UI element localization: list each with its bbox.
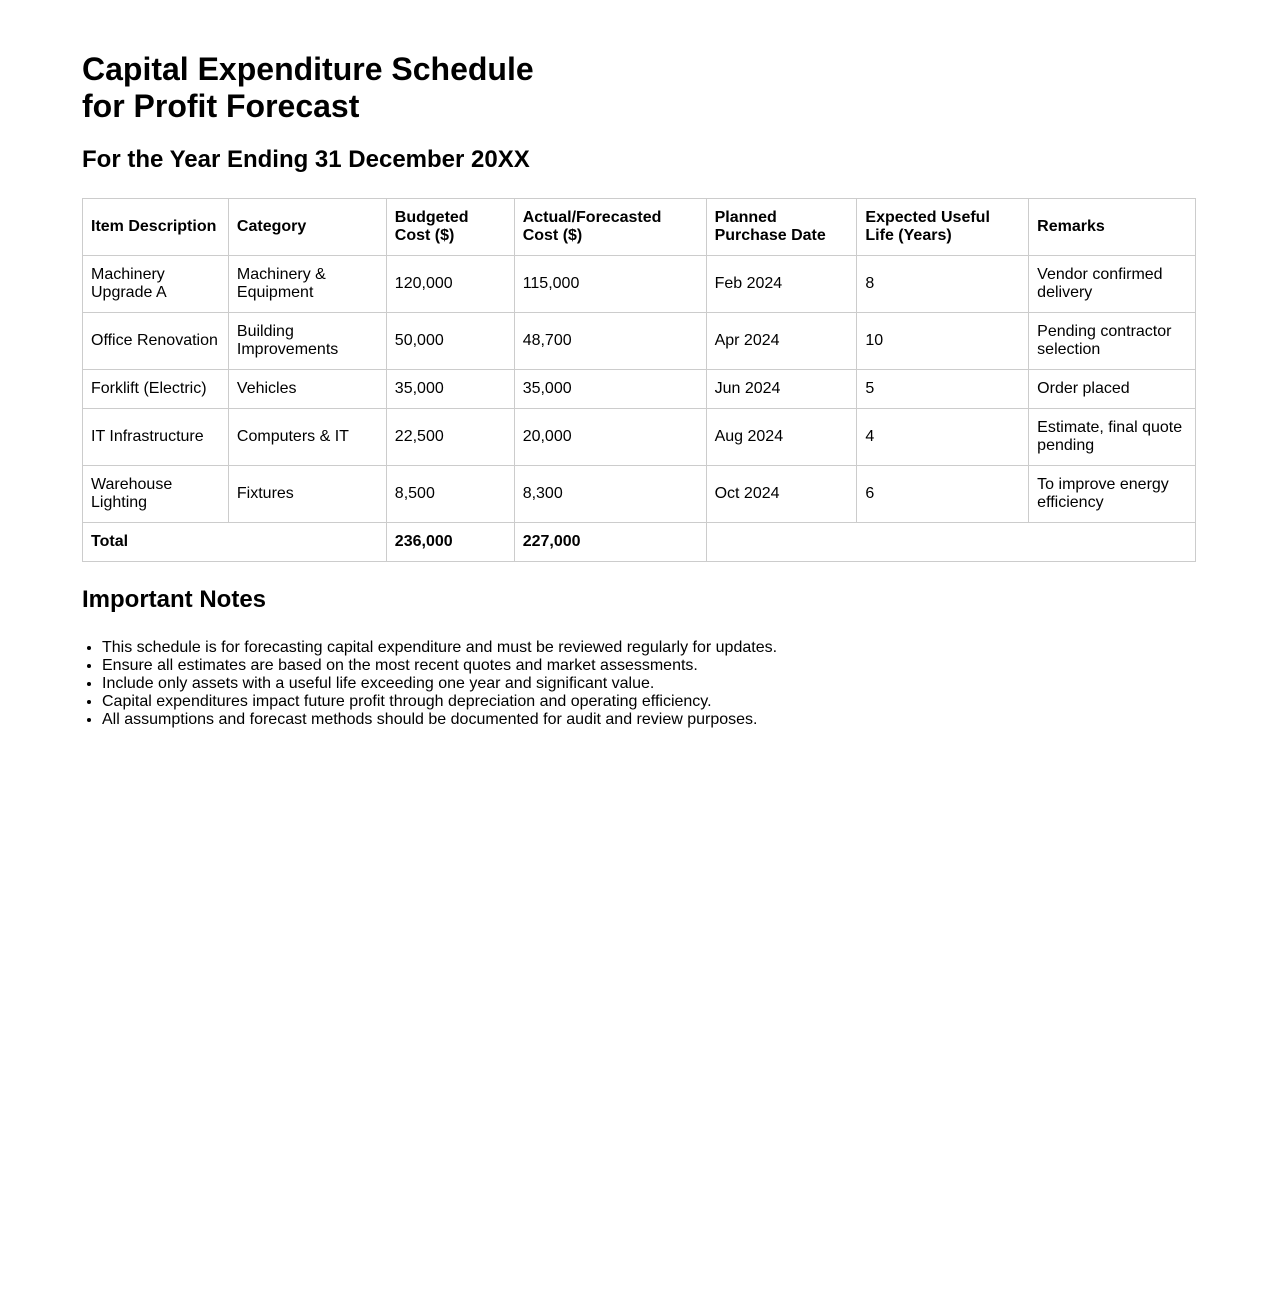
- header-budgeted-cost: Budgeted Cost ($): [386, 199, 514, 256]
- cell-actual-cost: 115,000: [514, 256, 706, 313]
- cell-purchase-date: Jun 2024: [706, 370, 857, 409]
- cell-budgeted-cost: 22,500: [386, 409, 514, 466]
- cell-category: Computers & IT: [228, 409, 386, 466]
- table-row: [83, 313, 1196, 370]
- cell-item-description: Forklift (Electric): [83, 370, 229, 409]
- cell-category: Fixtures: [228, 466, 386, 523]
- list-item: • All assumptions and forecast methods should be documented for audit and review purposes.: [102, 711, 1196, 729]
- list-item: • Ensure all estimates are based on the most recent quotes and market assessments.: [102, 657, 1196, 675]
- cell-item-description: Warehouse Lighting: [83, 466, 229, 523]
- cell-actual-cost: 48,700: [514, 313, 706, 370]
- cell-purchase-date: Oct 2024: [706, 466, 857, 523]
- cell-item-description: Machinery Upgrade A: [83, 256, 229, 313]
- header-useful-life: Expected Useful Life (Years): [857, 199, 1029, 256]
- cell-purchase-date: Feb 2024: [706, 256, 857, 313]
- notes-heading: Important Notes: [82, 586, 267, 613]
- table-row: [83, 409, 1196, 466]
- cell-budgeted-cost: 50,000: [386, 313, 514, 370]
- header-category: Category: [228, 199, 386, 256]
- total-label: Total: [83, 523, 387, 562]
- cell-remarks: To improve energy efficiency: [1029, 466, 1196, 523]
- cell-useful-life: 4: [857, 409, 1029, 466]
- cell-category: Building Improvements: [228, 313, 386, 370]
- cell-item-description: IT Infrastructure: [83, 409, 229, 466]
- cell-useful-life: 8: [857, 256, 1029, 313]
- header-item-description: Item Description: [83, 199, 229, 256]
- cell-item-description: Office Renovation: [83, 313, 229, 370]
- header-actual-cost: Actual/Forecasted Cost ($): [514, 199, 706, 256]
- list-item: • Capital expenditures impact future profit through depreciation and operating efficiency.: [102, 693, 1196, 711]
- cell-category: Machinery & Equipment: [228, 256, 386, 313]
- cell-budgeted-cost: 8,500: [386, 466, 514, 523]
- cell-purchase-date: Aug 2024: [706, 409, 857, 466]
- cell-useful-life: 6: [857, 466, 1029, 523]
- total-budgeted-cost: 236,000: [386, 523, 514, 562]
- cell-actual-cost: 20,000: [514, 409, 706, 466]
- page-title-line2: for Profit Forecast: [82, 88, 360, 124]
- table-total-row: [83, 523, 1196, 562]
- cell-purchase-date: Apr 2024: [706, 313, 857, 370]
- table-row: [83, 256, 1196, 313]
- list-item: • This schedule is for forecasting capital expenditure and must be reviewed regularly for updates.: [102, 639, 1196, 657]
- table-header-row: [83, 199, 1196, 256]
- cell-useful-life: 10: [857, 313, 1029, 370]
- cell-budgeted-cost: 35,000: [386, 370, 514, 409]
- page-title: [82, 51, 1196, 125]
- cell-actual-cost: 35,000: [514, 370, 706, 409]
- cell-budgeted-cost: 120,000: [386, 256, 514, 313]
- cell-category: Vehicles: [228, 370, 386, 409]
- capex-schedule-table: [82, 198, 1196, 562]
- total-empty-cell: [706, 523, 1195, 562]
- header-remarks: Remarks: [1029, 199, 1196, 256]
- cell-actual-cost: 8,300: [514, 466, 706, 523]
- cell-remarks: Estimate, final quote pending: [1029, 409, 1196, 466]
- page-title-line1: Capital Expenditure Schedule: [82, 51, 534, 87]
- total-actual-cost: 227,000: [514, 523, 706, 562]
- cell-remarks: Order placed: [1029, 370, 1196, 409]
- page-subtitle: For the Year Ending 31 December 20XX: [82, 146, 530, 173]
- table-row: [83, 466, 1196, 523]
- cell-remarks: Pending contractor selection: [1029, 313, 1196, 370]
- table-row: [83, 370, 1196, 409]
- header-purchase-date: Planned Purchase Date: [706, 199, 857, 256]
- cell-remarks: Vendor confirmed delivery: [1029, 256, 1196, 313]
- cell-useful-life: 5: [857, 370, 1029, 409]
- list-item: • Include only assets with a useful life exceeding one year and significant value.: [102, 675, 1196, 693]
- notes-list: [82, 639, 1196, 729]
